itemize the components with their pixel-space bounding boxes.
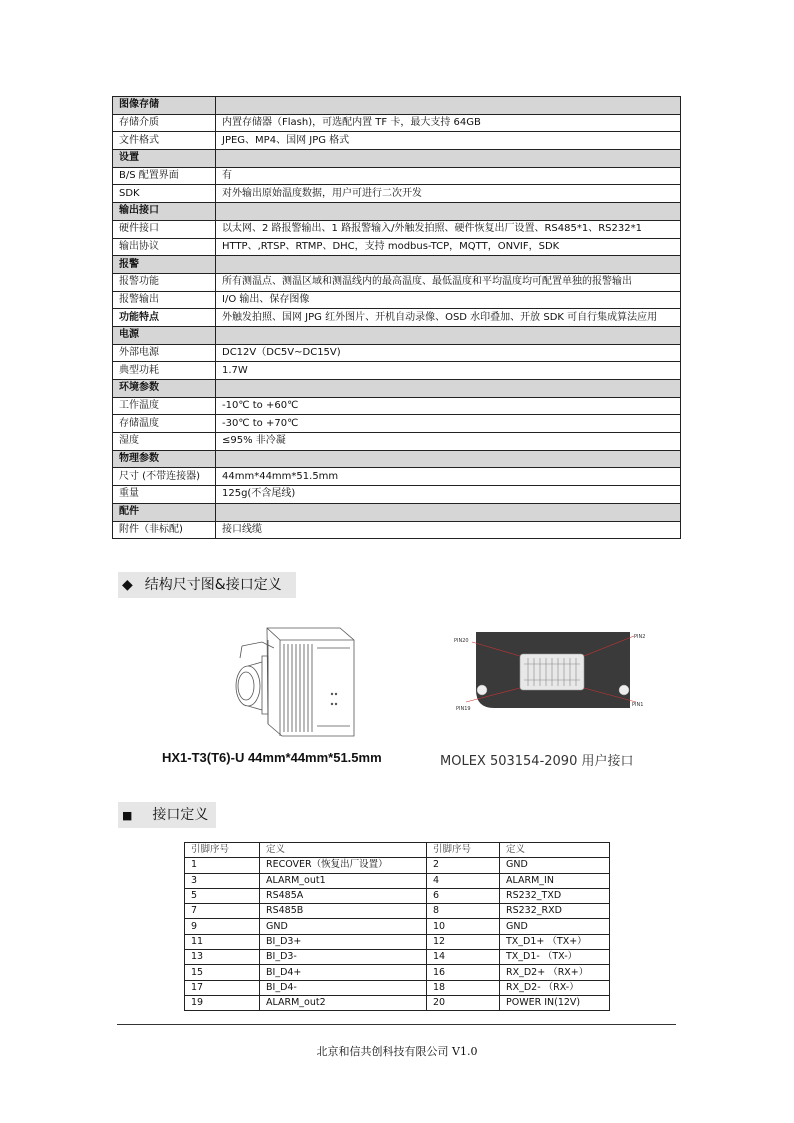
pin19-label: PIN19 bbox=[456, 706, 471, 712]
pin-table-row bbox=[185, 919, 610, 934]
pin-cell: TX_D1+ （TX+） bbox=[500, 934, 610, 949]
pin-cell: RS232_RXD bbox=[500, 904, 610, 919]
spec-row bbox=[113, 273, 681, 291]
spec-value bbox=[216, 503, 681, 521]
spec-label: 附件（非标配) bbox=[113, 521, 216, 539]
spec-label: 设置 bbox=[113, 150, 216, 168]
pin-cell: RX_D2+ （RX+） bbox=[500, 965, 610, 980]
pin-cell: ALARM_out2 bbox=[260, 995, 427, 1010]
camera-caption: HX1-T3(T6)-U 44mm*44mm*51.5mm bbox=[162, 750, 382, 765]
pin-cell: ALARM_IN bbox=[500, 873, 610, 888]
spec-label: 报警输出 bbox=[113, 291, 216, 309]
pin-cell: BI_D4- bbox=[260, 980, 427, 995]
section-heading-structure bbox=[118, 572, 296, 598]
pin-cell: BI_D4+ bbox=[260, 965, 427, 980]
spec-row bbox=[113, 114, 681, 132]
spec-label: 报警 bbox=[113, 256, 216, 274]
spec-value: JPEG、MP4、国网 JPG 格式 bbox=[216, 132, 681, 150]
spec-section-row bbox=[113, 503, 681, 521]
pin2-label: PIN2 bbox=[634, 634, 646, 640]
spec-value: 44mm*44mm*51.5mm bbox=[216, 468, 681, 486]
pin-cell: 20 bbox=[427, 995, 500, 1010]
pin-cell: 2 bbox=[427, 858, 500, 873]
spec-label: 输出协议 bbox=[113, 238, 216, 256]
spec-value: 内置存储器（Flash)，可选配内置 TF 卡，最大支持 64GB bbox=[216, 114, 681, 132]
pin-table-row bbox=[185, 980, 610, 995]
pin-cell: 6 bbox=[427, 888, 500, 903]
spec-label: 电源 bbox=[113, 326, 216, 344]
pin-cell: 7 bbox=[185, 904, 260, 919]
square-bullet-icon: ■ bbox=[122, 809, 133, 822]
footer-divider bbox=[117, 1024, 676, 1025]
spec-label: 功能特点 bbox=[113, 309, 216, 327]
spec-row bbox=[113, 291, 681, 309]
spec-row bbox=[113, 309, 681, 327]
pin-cell: 16 bbox=[427, 965, 500, 980]
spec-value bbox=[216, 150, 681, 168]
spec-row bbox=[113, 433, 681, 451]
pin-cell: TX_D1- （TX-） bbox=[500, 950, 610, 965]
spec-row bbox=[113, 486, 681, 504]
spec-value: -30℃ to +70℃ bbox=[216, 415, 681, 433]
spec-value: 有 bbox=[216, 167, 681, 185]
pin-cell: 14 bbox=[427, 950, 500, 965]
spec-value: ≤95% 非冷凝 bbox=[216, 433, 681, 451]
pin-table-row bbox=[185, 965, 610, 980]
pin-cell: RX_D2- （RX-） bbox=[500, 980, 610, 995]
pin-table-header bbox=[185, 843, 610, 858]
spec-value: -10℃ to +60℃ bbox=[216, 397, 681, 415]
camera-drawing bbox=[222, 618, 362, 750]
pin-cell: 引脚序号 bbox=[427, 843, 500, 858]
spec-value bbox=[216, 256, 681, 274]
spec-value bbox=[216, 450, 681, 468]
spec-row bbox=[113, 415, 681, 433]
spec-label: 文件格式 bbox=[113, 132, 216, 150]
spec-row bbox=[113, 344, 681, 362]
pin-table-row bbox=[185, 904, 610, 919]
pin-table-row bbox=[185, 858, 610, 873]
pin-cell: GND bbox=[500, 858, 610, 873]
spec-table bbox=[112, 96, 681, 539]
pin-cell: RECOVER（恢复出厂设置） bbox=[260, 858, 427, 873]
spec-row bbox=[113, 238, 681, 256]
pin-cell: 11 bbox=[185, 934, 260, 949]
pin-table-row bbox=[185, 950, 610, 965]
pin-cell: ALARM_out1 bbox=[260, 873, 427, 888]
pin-table-row bbox=[185, 888, 610, 903]
spec-value: 外触发拍照、国网 JPG 红外图片、开机自动录像、OSD 水印叠加、开放 SDK 可自行集成算法应用 bbox=[216, 309, 681, 327]
spec-value: 所有测温点、测温区域和测温线内的最高温度、最低温度和平均温度均可配置单独的报警输出 bbox=[216, 273, 681, 291]
spec-label: 报警功能 bbox=[113, 273, 216, 291]
pin-cell: 17 bbox=[185, 980, 260, 995]
spec-value: 接口线缆 bbox=[216, 521, 681, 539]
pin-table-row bbox=[185, 873, 610, 888]
page-footer: 北京和信共创科技有限公司 V1.0 bbox=[316, 1045, 478, 1058]
spec-label: 硬件接口 bbox=[113, 220, 216, 238]
spec-label: 重量 bbox=[113, 486, 216, 504]
spec-label: 存储介质 bbox=[113, 114, 216, 132]
pin-cell: 定义 bbox=[500, 843, 610, 858]
pin-cell: 1 bbox=[185, 858, 260, 873]
pin-cell: GND bbox=[500, 919, 610, 934]
spec-label: 环境参数 bbox=[113, 380, 216, 398]
spec-value: I/O 输出、保存图像 bbox=[216, 291, 681, 309]
pin-cell: 18 bbox=[427, 980, 500, 995]
spec-row bbox=[113, 397, 681, 415]
spec-value bbox=[216, 380, 681, 398]
pin-table bbox=[184, 842, 610, 1011]
spec-section-row bbox=[113, 97, 681, 115]
spec-value bbox=[216, 203, 681, 221]
spec-label: 图像存储 bbox=[113, 97, 216, 115]
spec-label: 尺寸 (不带连接器) bbox=[113, 468, 216, 486]
pin-cell: RS485B bbox=[260, 904, 427, 919]
pin-cell: 10 bbox=[427, 919, 500, 934]
pin-cell: 15 bbox=[185, 965, 260, 980]
pin-cell: BI_D3+ bbox=[260, 934, 427, 949]
spec-row bbox=[113, 220, 681, 238]
pin-cell: 13 bbox=[185, 950, 260, 965]
spec-label: 工作温度 bbox=[113, 397, 216, 415]
spec-label: SDK bbox=[113, 185, 216, 203]
pin-cell: 19 bbox=[185, 995, 260, 1010]
pin-cell: BI_D3- bbox=[260, 950, 427, 965]
spec-row bbox=[113, 362, 681, 380]
pin-cell: 12 bbox=[427, 934, 500, 949]
spec-value: 1.7W bbox=[216, 362, 681, 380]
spec-value: 以太网、2 路报警输出、1 路报警输入/外触发拍照、硬件恢复出厂设置、RS485*1、RS232*1 bbox=[216, 220, 681, 238]
spec-value bbox=[216, 97, 681, 115]
connector-caption: MOLEX 503154-2090 用户接口 bbox=[440, 754, 634, 769]
pin-cell: POWER IN(12V) bbox=[500, 995, 610, 1010]
spec-label: 典型功耗 bbox=[113, 362, 216, 380]
spec-section-row bbox=[113, 256, 681, 274]
pin20-label: PIN20 bbox=[454, 638, 469, 644]
spec-value: DC12V（DC5V~DC15V) bbox=[216, 344, 681, 362]
spec-row bbox=[113, 132, 681, 150]
spec-section-row bbox=[113, 450, 681, 468]
section-heading-pins bbox=[118, 802, 216, 828]
spec-label: 配件 bbox=[113, 503, 216, 521]
spec-value: HTTP、,RTSP、RTMP、DHC，支持 modbus-TCP，MQTT，ONVIF，SDK bbox=[216, 238, 681, 256]
spec-row bbox=[113, 521, 681, 539]
pin-cell: 定义 bbox=[260, 843, 427, 858]
pin-cell: 9 bbox=[185, 919, 260, 934]
spec-section-row bbox=[113, 203, 681, 221]
spec-row bbox=[113, 167, 681, 185]
pin-table-row bbox=[185, 995, 610, 1010]
pin-cell: RS232_TXD bbox=[500, 888, 610, 903]
pin-cell: 3 bbox=[185, 873, 260, 888]
spec-label: 存储温度 bbox=[113, 415, 216, 433]
spec-label: 物理参数 bbox=[113, 450, 216, 468]
spec-section-row bbox=[113, 150, 681, 168]
spec-label: 输出接口 bbox=[113, 203, 216, 221]
connector-drawing bbox=[452, 628, 656, 716]
heading-text: 接口定义 bbox=[152, 807, 209, 823]
spec-label: 外部电源 bbox=[113, 344, 216, 362]
pin-cell: 8 bbox=[427, 904, 500, 919]
pin1-label: PIN1 bbox=[632, 702, 644, 708]
spec-value bbox=[216, 326, 681, 344]
heading-text: 结构尺寸图&接口定义 bbox=[144, 577, 282, 593]
spec-row bbox=[113, 185, 681, 203]
pin-cell: 引脚序号 bbox=[185, 843, 260, 858]
spec-value: 125g(不含尾线) bbox=[216, 486, 681, 504]
spec-label: B/S 配置界面 bbox=[113, 167, 216, 185]
spec-row bbox=[113, 468, 681, 486]
spec-section-row bbox=[113, 326, 681, 344]
spec-label: 湿度 bbox=[113, 433, 216, 451]
pin-table-row bbox=[185, 934, 610, 949]
spec-value: 对外输出原始温度数据，用户可进行二次开发 bbox=[216, 185, 681, 203]
pin-cell: RS485A bbox=[260, 888, 427, 903]
diamond-bullet-icon: ◆ bbox=[122, 577, 133, 593]
spec-section-row bbox=[113, 380, 681, 398]
pin-cell: 5 bbox=[185, 888, 260, 903]
pin-cell: GND bbox=[260, 919, 427, 934]
pin-cell: 4 bbox=[427, 873, 500, 888]
